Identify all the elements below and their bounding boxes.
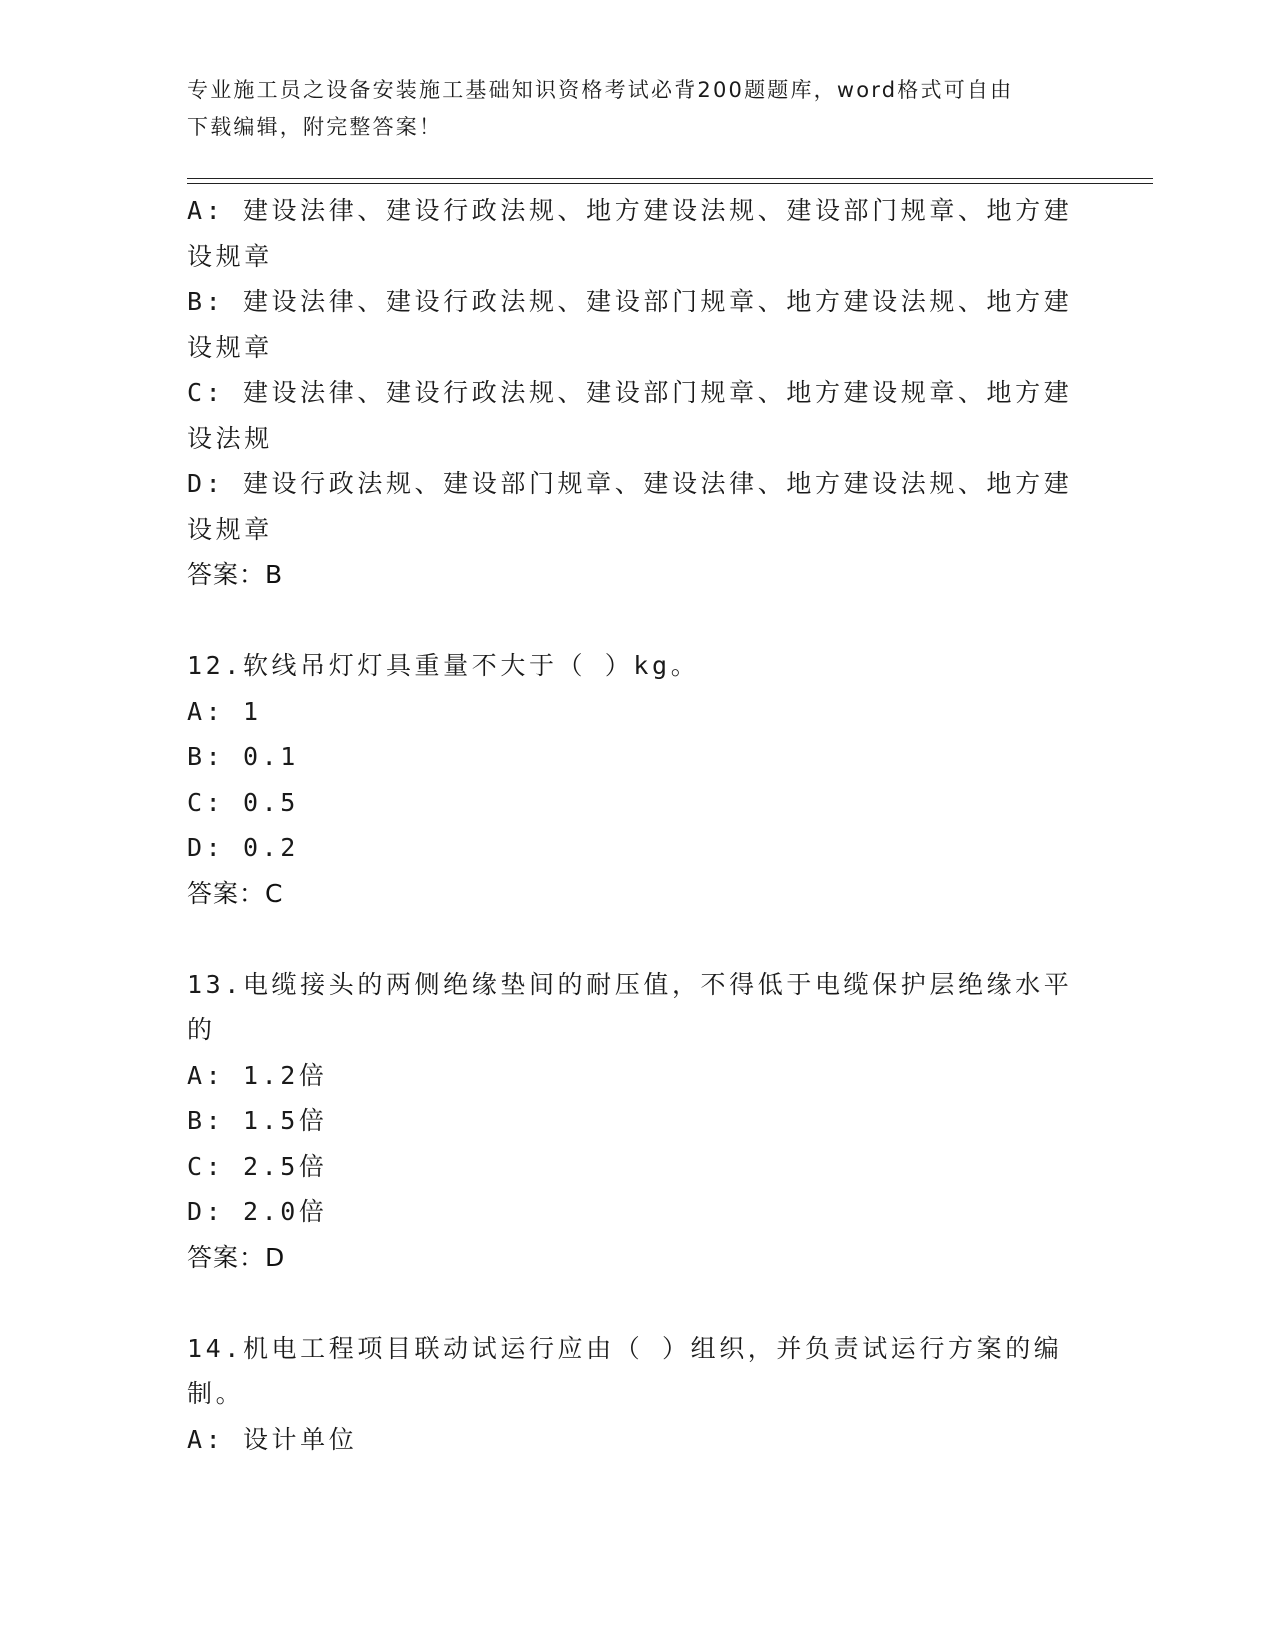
option-b-line-2: 设规章 <box>187 332 273 362</box>
option-c-line-1: C: 建设法律、建设行政法规、建设部门规章、地方建设规章、地方建 <box>187 378 1073 407</box>
option-a: A: 设计单位 <box>187 1424 358 1454</box>
question-11 <box>187 188 1087 598</box>
header-line-1: 专业施工员之设备安装施工基础知识资格考试必背200题题库，word格式可自由 <box>187 78 1014 102</box>
question-text-line-1: 13.电缆接头的两侧绝缘垫间的耐压值，不得低于电缆保护层绝缘水平 <box>187 969 1073 999</box>
question-12 <box>187 643 1087 916</box>
option-a-line-2: 设规章 <box>187 241 273 271</box>
spacer <box>187 1280 1087 1326</box>
option-a: A: 1.2倍 <box>187 1060 328 1090</box>
question-list <box>187 188 1087 1462</box>
answer-line: 答案：C <box>187 878 284 908</box>
spacer <box>187 916 1087 962</box>
question-14 <box>187 1326 1087 1463</box>
question-text-line-2: 制。 <box>187 1379 245 1408</box>
option-a-line-1: A: 建设法律、建设行政法规、地方建设法规、建设部门规章、地方建 <box>187 196 1073 225</box>
header-divider-top <box>187 178 1153 179</box>
option-d: D: 2.0倍 <box>187 1197 328 1226</box>
document-header <box>187 72 1077 146</box>
question-text: 12.软线吊灯灯具重量不大于（ ）kg。 <box>187 651 700 680</box>
answer-line: 答案：B <box>187 560 284 589</box>
option-b-line-1: B: 建设法律、建设行政法规、建设部门规章、地方建设法规、地方建 <box>187 287 1073 316</box>
answer-line: 答案：D <box>187 1242 286 1272</box>
option-b: B: 1.5倍 <box>187 1106 328 1135</box>
option-d-line-2: 设规章 <box>187 514 273 544</box>
question-text-line-1: 14.机电工程项目联动试运行应由（ ）组织，并负责试运行方案的编 <box>187 1333 1063 1363</box>
option-c: C: 0.5 <box>187 787 299 817</box>
option-d-line-1: D: 建设行政法规、建设部门规章、建设法律、地方建设法规、地方建 <box>187 469 1073 498</box>
option-d: D: 0.2 <box>187 833 299 862</box>
header-line-2: 下载编辑，附完整答案！ <box>187 115 443 139</box>
option-c: C: 2.5倍 <box>187 1151 328 1181</box>
option-a: A: 1 <box>187 696 262 726</box>
option-c-line-2: 设法规 <box>187 423 273 453</box>
question-13 <box>187 962 1087 1281</box>
question-text-line-2: 的 <box>187 1015 216 1044</box>
spacer <box>187 598 1087 644</box>
header-divider-bottom <box>187 183 1153 184</box>
option-b: B: 0.1 <box>187 742 299 771</box>
